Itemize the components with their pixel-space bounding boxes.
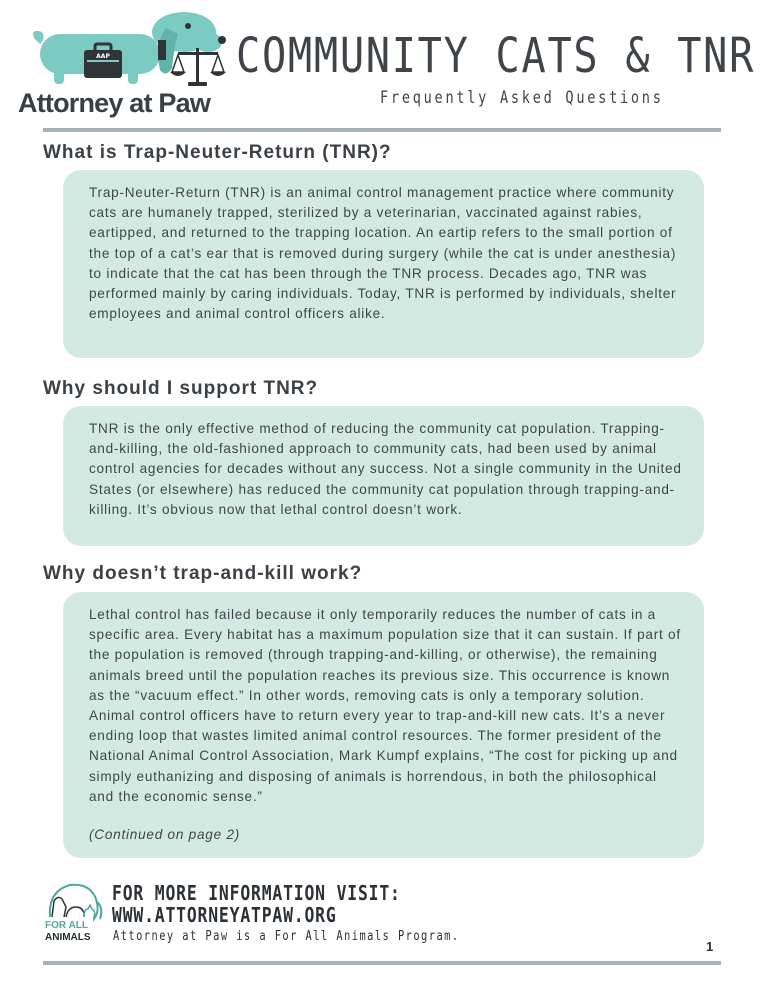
faq-answer-1: Trap-Neuter-Return (TNR) is an animal control management practice where community cats are humanely trapped, sterilized by a veterinarian, vaccinated against rabies, eartipped, and returned to the trapping location. An eartip refers to the small portion of the top of a cat’s ear that is removed during surgery (while the cat is under anesthesia) to indicate that the cat has been through the TNR process. Decades ago, TNR was performed mainly by caring individuals. Today, TNR is performed by individuals, shelter employees and animal control officers alike. [89,185,677,322]
faq-question-2: Why should I support TNR? [43,378,319,399]
faq-answer-3: Lethal control has failed because it only temporarily reduces the number of cats in a specific area. Every habitat has a maximum population size that it can sustain. If part of the population is removed (through trapping-and-killing, or otherwise), the remaining animals breed until the population reaches its previous size. This occurrence is known as the “vacuum effect.” In other words, removing cats is only a temporary solution. Animal control officers have to return every year to trap-and-kill new cats. It’s a never ending loop that wastes limited animal control resources. The former president of the National Animal Control Association, Mark Kumpf explains, “The cost for picking up and simply euthanizing and disposing of animals is horrendous, in both the philosophical and the economic sense.” [89,607,681,804]
logo-wordmark: Attorney at Paw [18,88,211,118]
faq-answer-box-1 [63,170,704,358]
website-link[interactable]: WWW.ATTORNEYATPAW.ORG [112,903,337,927]
for-all-animals-line1: FOR ALL [45,920,88,931]
page-number: 1 [706,939,714,954]
faq-answer-box-2 [63,406,704,546]
dog-scales-logo-icon [32,8,232,92]
page-title: COMMUNITY CATS & TNR [236,28,756,84]
footer-divider [43,961,721,965]
for-all-animals-wordmark [45,920,105,944]
program-note: Attorney at Paw is a For All Animals Program. [113,929,460,944]
continued-note: (Continued on page 2) [89,827,241,843]
faq-answer-box-3 [63,592,704,858]
more-info-heading: FOR MORE INFORMATION VISIT: [112,881,401,905]
header-divider [43,128,721,132]
faq-answer-2: TNR is the only effective method of reducing the community cat population. Trapping-and-killing, the old-fashioned approach to community cats, had been used by animal control agencies for decades without any success. Not a single community in the United States (or elsewhere) has reduced the community cat population through trapping-and-killing. It’s obvious now that lethal control doesn’t work. [89,421,682,517]
attorney-at-paw-logo [18,8,233,120]
faq-question-1: What is Trap-Neuter-Return (TNR)? [43,142,392,163]
page-subtitle: Frequently Asked Questions [380,88,664,108]
briefcase-badge: AAP [96,53,110,60]
faq-question-3: Why doesn’t trap-and-kill work? [43,563,363,584]
for-all-animals-line2: ANIMALS [45,932,91,943]
